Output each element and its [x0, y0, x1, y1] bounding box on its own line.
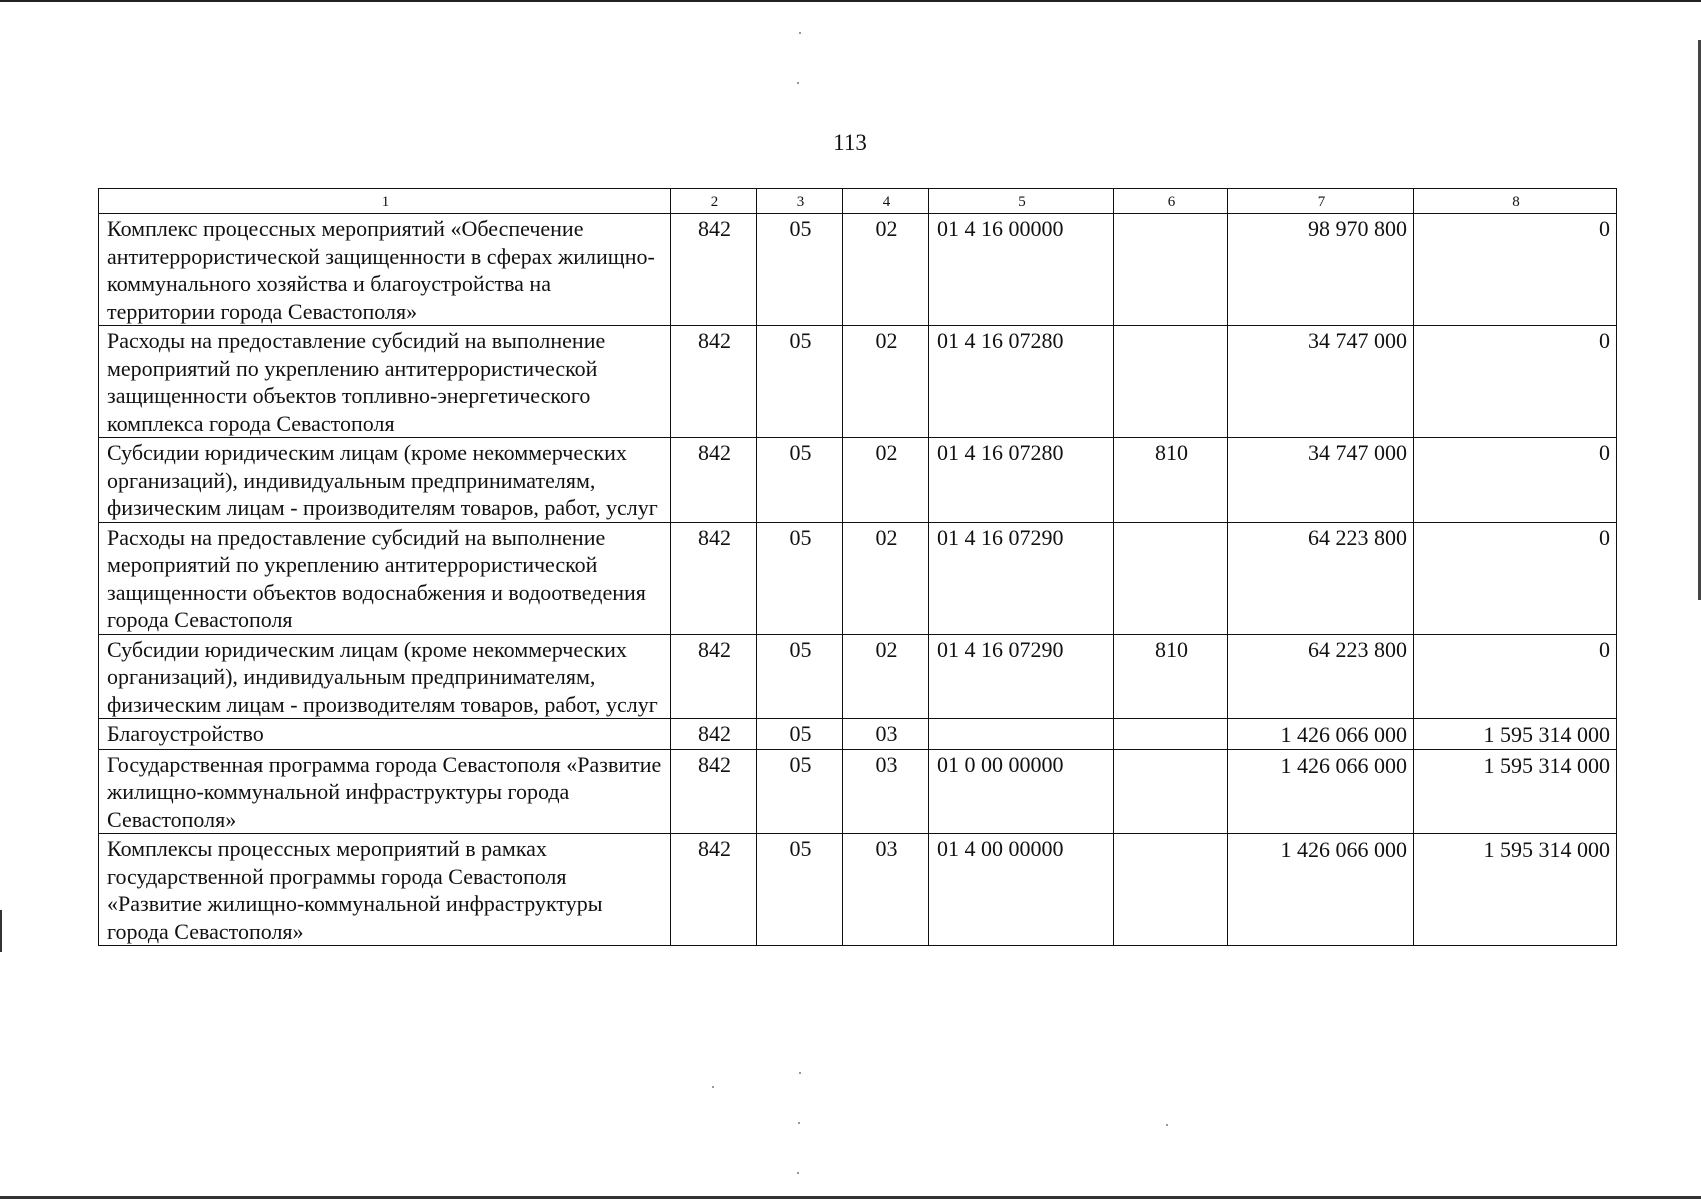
cell-ministry-code: 842 [671, 438, 757, 523]
cell-amount-year-2: 0 [1414, 438, 1617, 523]
table-row [99, 326, 1617, 438]
cell-amount-year-1: 1 426 066 000 [1228, 834, 1414, 946]
column-header: 1 [99, 189, 671, 214]
cell-section: 05 [757, 214, 843, 326]
cell-expense-type [1114, 749, 1228, 834]
cell-section: 05 [757, 438, 843, 523]
cell-amount-year-1: 64 223 800 [1228, 634, 1414, 719]
table-row [99, 634, 1617, 719]
cell-section: 05 [757, 522, 843, 634]
cell-target-article: 01 4 16 00000 [929, 214, 1114, 326]
cell-subsection: 02 [843, 438, 929, 523]
cell-target-article: 01 4 16 07290 [929, 522, 1114, 634]
cell-amount-year-1: 1 426 066 000 [1228, 749, 1414, 834]
cell-amount-year-2: 0 [1414, 522, 1617, 634]
cell-amount-year-2: 0 [1414, 634, 1617, 719]
page-number: 113 [833, 130, 867, 155]
cell-subsection: 03 [843, 719, 929, 750]
table-row [99, 438, 1617, 523]
cell-amount-year-2: 0 [1414, 214, 1617, 326]
table-row [99, 834, 1617, 946]
column-header: 8 [1414, 189, 1617, 214]
cell-subsection: 02 [843, 326, 929, 438]
budget-table [98, 188, 1617, 946]
column-header: 7 [1228, 189, 1414, 214]
cell-target-article: 01 4 16 07290 [929, 634, 1114, 719]
cell-target-article: 01 4 16 07280 [929, 326, 1114, 438]
cell-name: Расходы на предоставление субсидий на выполнение мероприятий по укреплению антитеррористической защищенности объектов топливно-энергетического комплекса города Севастополя [99, 326, 671, 438]
scan-speck [799, 32, 801, 34]
column-header: 3 [757, 189, 843, 214]
cell-ministry-code: 842 [671, 522, 757, 634]
cell-name: Государственная программа города Севастополя «Развитие жилищно-коммунальной инфраструктуры города Севастополя» [99, 749, 671, 834]
cell-amount-year-1: 1 426 066 000 [1228, 719, 1414, 750]
column-header: 2 [671, 189, 757, 214]
scan-edge-left [0, 910, 2, 952]
scan-speck [1166, 1124, 1168, 1126]
scan-speck [797, 1172, 799, 1174]
cell-ministry-code: 842 [671, 214, 757, 326]
column-header: 4 [843, 189, 929, 214]
table-row [99, 214, 1617, 326]
cell-subsection: 03 [843, 834, 929, 946]
cell-expense-type [1114, 326, 1228, 438]
cell-name: Субсидии юридическим лицам (кроме некоммерческих организаций), индивидуальным предпринимателям, физическим лицам - производителям товаров, работ, услуг [99, 438, 671, 523]
cell-name: Комплексы процессных мероприятий в рамках государственной программы города Севастополя «Развитие жилищно-коммунальной инфраструктуры города Севастополя» [99, 834, 671, 946]
cell-subsection: 02 [843, 634, 929, 719]
scan-speck [799, 1072, 801, 1074]
cell-amount-year-2: 1 595 314 000 [1414, 719, 1617, 750]
scan-speck [797, 82, 799, 84]
cell-name: Расходы на предоставление субсидий на выполнение мероприятий по укреплению антитеррористической защищенности объектов водоснабжения и водоотведения города Севастополя [99, 522, 671, 634]
cell-name: Благоустройство [99, 719, 671, 750]
cell-ministry-code: 842 [671, 634, 757, 719]
cell-expense-type [1114, 522, 1228, 634]
cell-section: 05 [757, 719, 843, 750]
cell-amount-year-2: 1 595 314 000 [1414, 834, 1617, 946]
cell-ministry-code: 842 [671, 749, 757, 834]
cell-target-article: 01 4 16 07280 [929, 438, 1114, 523]
cell-expense-type: 810 [1114, 438, 1228, 523]
cell-subsection: 02 [843, 522, 929, 634]
scan-speck [798, 1122, 800, 1124]
cell-expense-type [1114, 719, 1228, 750]
cell-ministry-code: 842 [671, 719, 757, 750]
cell-subsection: 03 [843, 749, 929, 834]
scan-edge-bottom [0, 1196, 1701, 1199]
cell-target-article: 01 4 00 00000 [929, 834, 1114, 946]
table-row [99, 719, 1617, 750]
cell-section: 05 [757, 326, 843, 438]
cell-amount-year-1: 64 223 800 [1228, 522, 1414, 634]
cell-amount-year-1: 34 747 000 [1228, 438, 1414, 523]
cell-name: Комплекс процессных мероприятий «Обеспечение антитеррористической защищенности в сферах жилищно-коммунального хозяйства и благоустройства на территории города Севастополя» [99, 214, 671, 326]
cell-section: 05 [757, 749, 843, 834]
cell-expense-type: 810 [1114, 634, 1228, 719]
cell-section: 05 [757, 634, 843, 719]
cell-expense-type [1114, 214, 1228, 326]
scan-edge-top [0, 0, 1701, 2]
table-row [99, 749, 1617, 834]
cell-amount-year-1: 98 970 800 [1228, 214, 1414, 326]
table-header-row [99, 189, 1617, 214]
cell-name: Субсидии юридическим лицам (кроме некоммерческих организаций), индивидуальным предпринимателям, физическим лицам - производителям товаров, работ, услуг [99, 634, 671, 719]
cell-section: 05 [757, 834, 843, 946]
column-header: 5 [929, 189, 1114, 214]
cell-target-article: 01 0 00 00000 [929, 749, 1114, 834]
cell-ministry-code: 842 [671, 834, 757, 946]
cell-target-article [929, 719, 1114, 750]
cell-amount-year-1: 34 747 000 [1228, 326, 1414, 438]
table-row [99, 522, 1617, 634]
column-header: 6 [1114, 189, 1228, 214]
cell-subsection: 02 [843, 214, 929, 326]
cell-ministry-code: 842 [671, 326, 757, 438]
cell-amount-year-2: 1 595 314 000 [1414, 749, 1617, 834]
cell-expense-type [1114, 834, 1228, 946]
scan-speck [712, 1086, 714, 1088]
cell-amount-year-2: 0 [1414, 326, 1617, 438]
